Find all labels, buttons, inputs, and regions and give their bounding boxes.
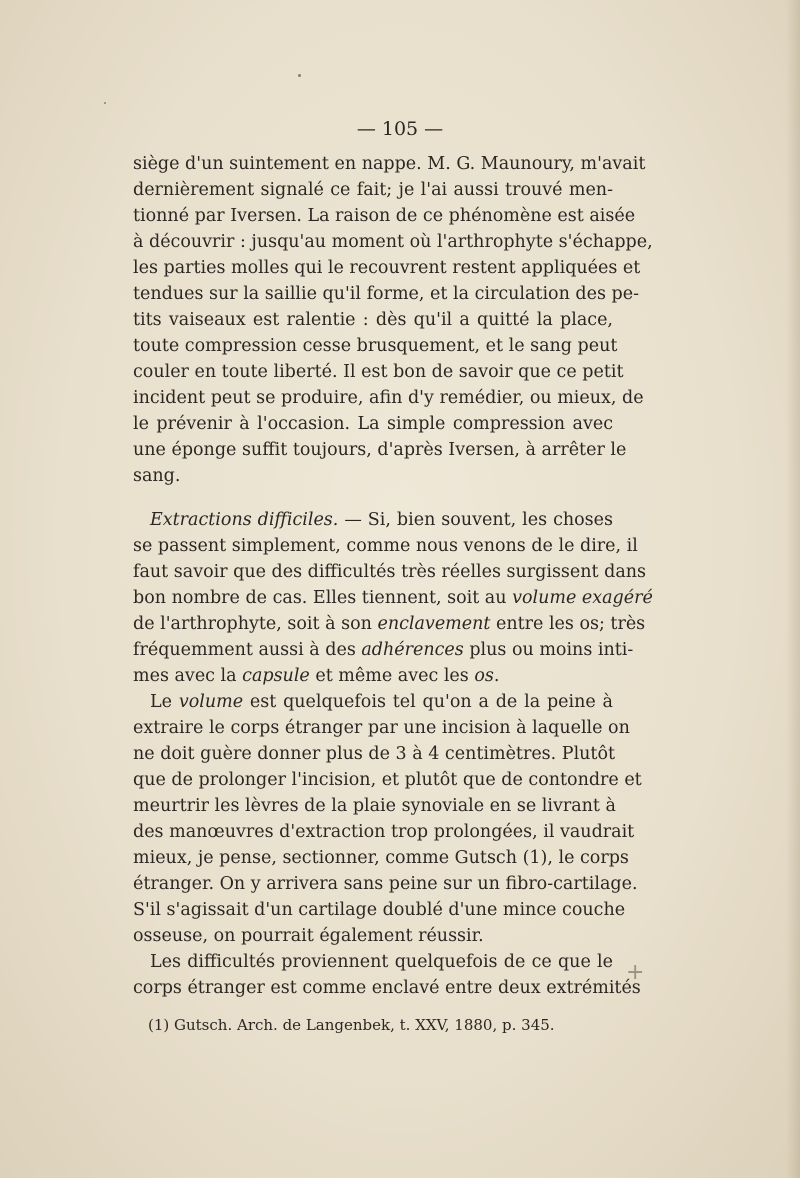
- paper-speck: [298, 74, 301, 77]
- text-span: entre les os; très: [490, 614, 646, 634]
- text-span: .: [493, 666, 500, 686]
- text-line: S'il s'agissait d'un cartilage doublé d'une mince couche: [133, 900, 626, 920]
- text-span: fréquemment aussi à des: [133, 640, 362, 660]
- text-line: les parties molles qui le recouvrent restent appliquées et: [133, 258, 641, 278]
- text-line: toute compression cesse brusquement, et le sang peut: [133, 336, 618, 356]
- text-line: ne doit guère donner plus de 3 à 4 centimètres. Plutôt: [133, 744, 616, 764]
- italic-term: volume: [178, 692, 244, 712]
- text-line: sang.: [133, 466, 181, 486]
- text-line: faut savoir que des difficultés très réelles surgissent dans: [133, 562, 647, 582]
- text-span: plus ou moins inti-: [463, 640, 634, 660]
- footnote: (1) Gutsch. Arch. de Langenbek, t. XXV, 1880, p. 345.: [148, 1016, 555, 1034]
- text-span: Le: [150, 692, 179, 712]
- text-line: étranger. On y arrivera sans peine sur un fibro-cartilage.: [133, 874, 638, 894]
- text-line: tits vaiseaux est ralentie : dès qu'il a quitté la place,: [133, 310, 613, 330]
- text-line: le prévenir à l'occasion. La simple compression avec: [133, 414, 613, 434]
- text-span: mes avec la: [133, 666, 243, 686]
- text-span: bon nombre de cas. Elles tiennent, soit au: [133, 588, 513, 608]
- page-number: — 105 —: [356, 118, 444, 140]
- text-line: [133, 663, 613, 689]
- text-line: siège d'un suintement en nappe. M. G. Maunoury, m'avait: [133, 154, 646, 174]
- text-span: et même avec les: [309, 666, 475, 686]
- page-edge-shadow: [786, 0, 800, 1178]
- text-line: tendues sur la saillie qu'il forme, et la circulation des pe-: [133, 284, 640, 304]
- text-line: dernièrement signalé ce fait; je l'ai aussi trouvé men-: [133, 180, 613, 200]
- text-line: se passent simplement, comme nous venons de le dire, il: [133, 536, 638, 556]
- text-line: incident peut se produire, afin d'y remédier, ou mieux, de: [133, 388, 644, 408]
- italic-term: capsule: [242, 666, 310, 686]
- text-span: est quelquefois tel qu'on a de la peine à: [243, 692, 613, 712]
- text-line: osseuse, on pourrait également réussir.: [133, 926, 484, 946]
- italic-term: enclavement: [377, 614, 491, 634]
- text-line: une éponge suffit toujours, d'après Iversen, à arrêter le: [133, 440, 627, 460]
- text-line: couler en toute liberté. Il est bon de savoir que ce petit: [133, 362, 624, 382]
- text-line: Les difficultés proviennent quelquefois de ce que le: [150, 952, 613, 972]
- text-span: de l'arthrophyte, soit à son: [133, 614, 378, 634]
- margin-pencil-mark: +: [626, 960, 645, 985]
- paper-speck: [104, 102, 106, 104]
- text-line: mieux, je pense, sectionner, comme Gutsch (1), le corps: [133, 848, 629, 868]
- text-line: extraire le corps étranger par une incision à laquelle on: [133, 718, 630, 738]
- italic-term: os: [474, 666, 494, 686]
- text-line: [150, 689, 613, 715]
- italic-term: adhérences: [361, 640, 464, 660]
- text-line: que de prolonger l'incision, et plutôt que de contondre et: [133, 770, 642, 790]
- text-line: tionné par Iversen. La raison de ce phénomène est aisée: [133, 206, 636, 226]
- italic-term: volume exagéré: [512, 588, 653, 608]
- text-span: — Si, bien souvent, les choses: [338, 510, 613, 530]
- text-line: corps étranger est comme enclavé entre deux extrémités: [133, 978, 641, 998]
- text-line: à découvrir : jusqu'au moment où l'arthrophyte s'échappe,: [133, 232, 653, 252]
- text-line: [133, 637, 634, 663]
- text-line: meurtrir les lèvres de la plaie synoviale en se livrant à: [133, 796, 616, 816]
- text-line: des manœuvres d'extraction trop prolongées, il vaudrait: [133, 822, 635, 842]
- text-line: [150, 507, 613, 533]
- text-line: [133, 585, 653, 611]
- text-line: [133, 611, 646, 637]
- section-heading: Extractions difficiles.: [150, 510, 339, 530]
